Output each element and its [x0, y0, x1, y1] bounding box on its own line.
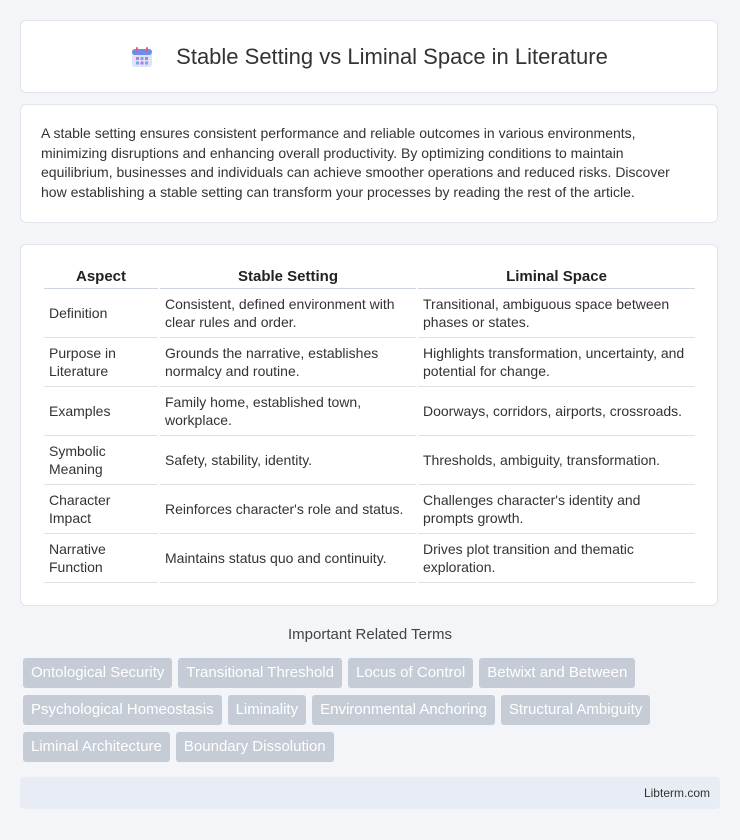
header-liminal-space: Liminal Space — [418, 264, 695, 289]
comparison-table-card — [20, 244, 718, 606]
related-term-tag[interactable]: Psychological Homeostasis — [23, 695, 222, 725]
footer — [20, 777, 720, 809]
related-term-tag[interactable]: Environmental Anchoring — [312, 695, 495, 725]
related-term-tag[interactable]: Boundary Dissolution — [176, 732, 334, 762]
comparison-table — [42, 264, 697, 583]
page-title: Stable Setting vs Liminal Space in Literature — [176, 43, 608, 69]
stable-cell: Family home, established town, workplace. — [160, 387, 416, 436]
related-term-tag[interactable]: Ontological Security — [23, 658, 172, 688]
related-term-tag[interactable]: Betwixt and Between — [479, 658, 635, 688]
table-row — [44, 436, 695, 485]
intro-text: A stable setting ensures consistent performance and reliable outcomes in various environments, minimizing disruptions and enhancing overall productivity. By optimizing conditions to maintain equilibrium, businesses and individuals can achieve smoother operations and reduced risks. Discover how establishing a stable setting can transform your processes by reading the rest of the article. — [41, 125, 670, 200]
aspect-cell: Definition — [44, 289, 158, 338]
table-row — [44, 338, 695, 387]
intro-card — [20, 104, 718, 223]
liminal-cell: Doorways, corridors, airports, crossroads. — [418, 387, 695, 436]
liminal-cell: Highlights transformation, uncertainty, and potential for change. — [418, 338, 695, 387]
stable-cell: Safety, stability, identity. — [160, 436, 416, 485]
stable-cell: Maintains status quo and continuity. — [160, 534, 416, 583]
liminal-cell: Drives plot transition and thematic exploration. — [418, 534, 695, 583]
header-card — [20, 20, 718, 93]
table-row — [44, 289, 695, 338]
related-term-tag[interactable]: Liminality — [228, 695, 307, 725]
header-stable-setting: Stable Setting — [160, 264, 416, 289]
calendar-icon — [130, 45, 154, 69]
table-row — [44, 485, 695, 534]
liminal-cell: Challenges character's identity and prompts growth. — [418, 485, 695, 534]
related-terms-list — [23, 658, 703, 769]
footer-site-link[interactable]: Libterm.com — [643, 786, 710, 800]
aspect-cell: Symbolic Meaning — [44, 436, 158, 485]
stable-cell: Consistent, defined environment with clear rules and order. — [160, 289, 416, 338]
table-header-row — [44, 264, 695, 289]
table-row — [44, 387, 695, 436]
stable-cell: Grounds the narrative, establishes normalcy and routine. — [160, 338, 416, 387]
liminal-cell: Transitional, ambiguous space between phases or states. — [418, 289, 695, 338]
stable-cell: Reinforces character's role and status. — [160, 485, 416, 534]
aspect-cell: Narrative Function — [44, 534, 158, 583]
related-term-tag[interactable]: Liminal Architecture — [23, 732, 170, 762]
header-aspect: Aspect — [44, 264, 158, 289]
aspect-cell: Character Impact — [44, 485, 158, 534]
aspect-cell: Examples — [44, 387, 158, 436]
related-terms-title: Important Related Terms — [288, 626, 452, 643]
related-term-tag[interactable]: Locus of Control — [348, 658, 473, 688]
aspect-cell: Purpose in Literature — [44, 338, 158, 387]
related-term-tag[interactable]: Transitional Threshold — [178, 658, 342, 688]
related-term-tag[interactable]: Structural Ambiguity — [501, 695, 650, 725]
liminal-cell: Thresholds, ambiguity, transformation. — [418, 436, 695, 485]
table-row — [44, 534, 695, 583]
